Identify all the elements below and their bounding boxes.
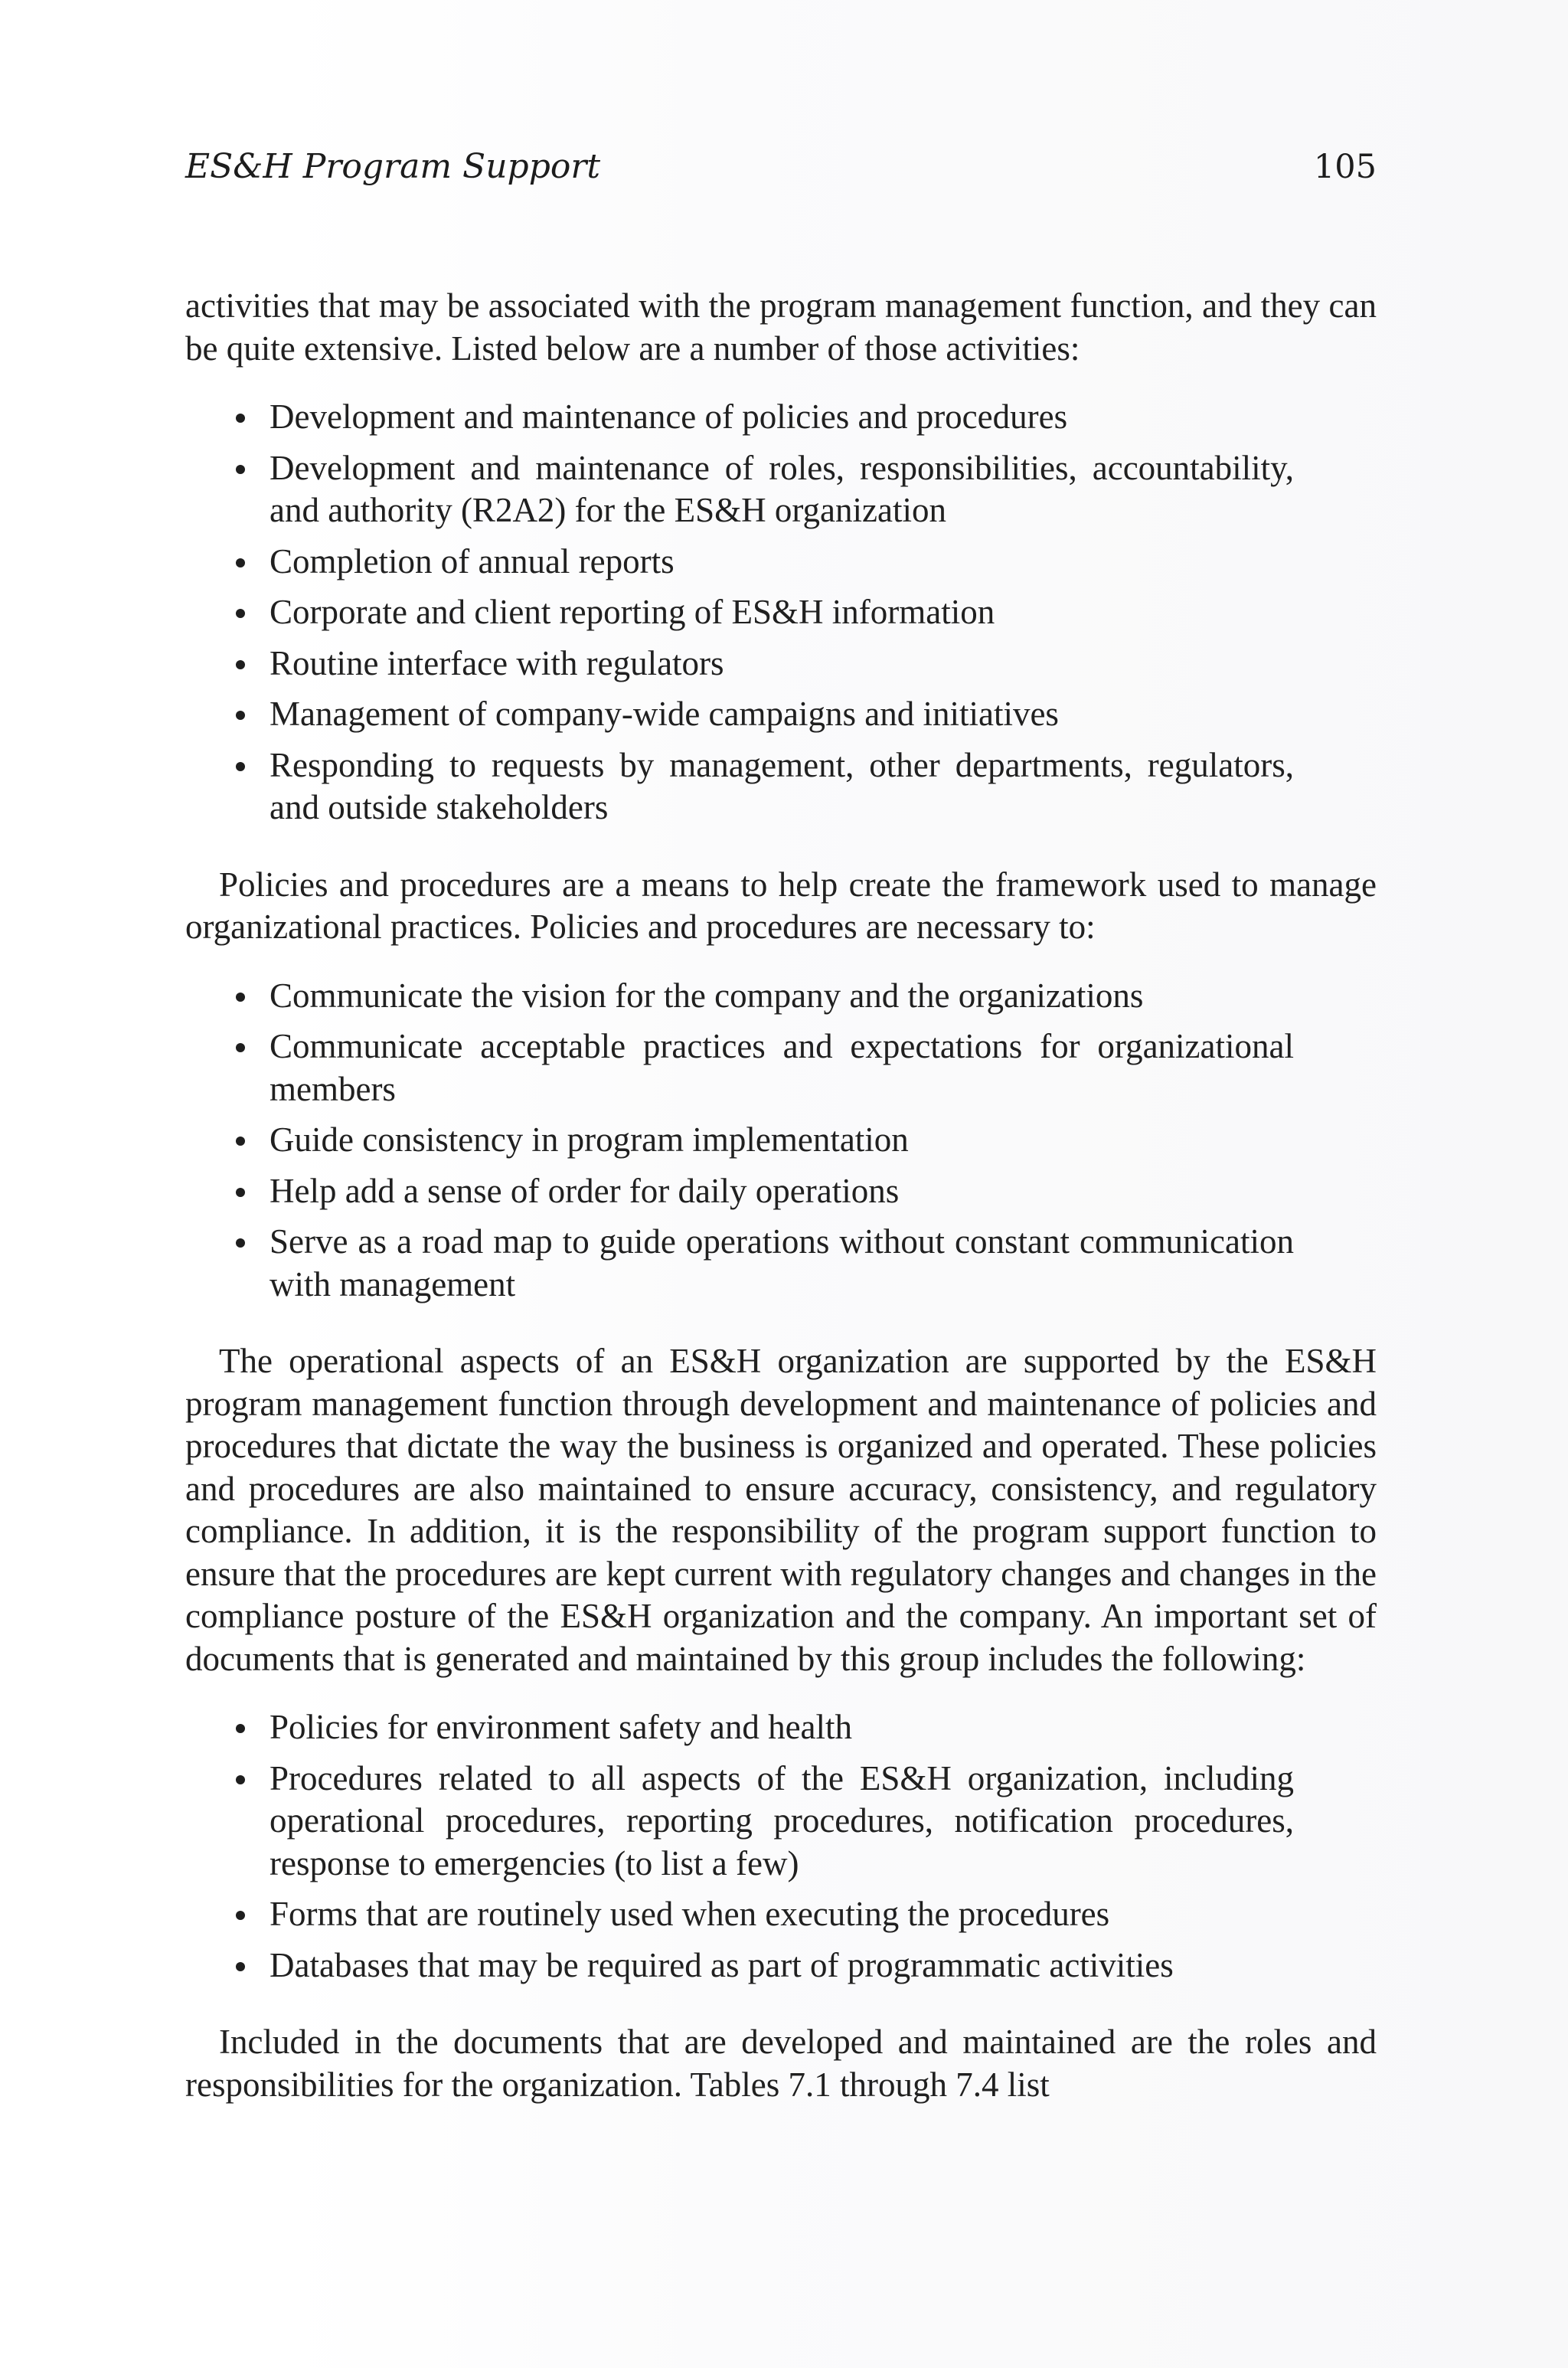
page-body [185,285,1377,2106]
list-item: Routine interface with regulators [185,643,1377,685]
list-item: Management of company-wide campaigns and initiatives [185,693,1377,736]
list-item: Databases that may be required as part of programmatic activities [185,1944,1377,1987]
list-item: Responding to requests by management, other departments, regulators, and outside stakeholders [185,744,1377,829]
paragraph-activities-intro: activities that may be associated with the program management function, and they can be quite extensive. Listed below are a number of those activities: [185,286,1377,368]
list-item: Forms that are routinely used when executing the procedures [185,1893,1377,1936]
list-item: Corporate and client reporting of ES&H information [185,591,1377,634]
list-item: Procedures related to all aspects of the ES&H organization, including operational procedures, reporting procedures, notification procedures, response to emergencies (to list a few) [185,1758,1377,1886]
list-item: Communicate the vision for the company and the organizations [185,975,1377,1018]
page-number: 105 [1313,148,1377,186]
list-item: Guide consistency in program implementation [185,1119,1377,1162]
documents-list [185,1706,1377,1987]
list-item: Help add a sense of order for daily operations [185,1170,1377,1213]
list-item: Communicate acceptable practices and expectations for organizational members [185,1025,1377,1110]
paragraph-operational-aspects: The operational aspects of an ES&H organization are supported by the ES&H program management function through development and maintenance of policies and procedures that dictate the way the business is organized and operated. These policies and procedures are also maintained to ensure accuracy, consistency, and regulatory compliance. In addition, it is the responsibility of the program support function to ensure that the procedures are kept current with regulatory changes and changes in the compliance posture of the ES&H organization and the company. An important set of documents that is generated and maintained by this group includes the following: [185,1342,1377,1678]
list-item: Completion of annual reports [185,541,1377,584]
paragraph-policies: Policies and procedures are a means to help create the framework used to manage organizational practices. Policies and procedures are necessary to: [185,865,1377,946]
activities-list [185,396,1377,829]
policy-purposes-list [185,975,1377,1307]
page-header [185,144,1377,190]
list-item: Development and maintenance of policies and procedures [185,396,1377,439]
paragraph-roles: Included in the documents that are developed and maintained are the roles and responsibilities for the organization. Tables 7.1 through 7.4 list [185,2023,1377,2104]
list-item: Development and maintenance of roles, responsibilities, accountability, and authority (R2A2) for the ES&H organization [185,447,1377,532]
list-item: Policies for environment safety and health [185,1706,1377,1749]
list-item: Serve as a road map to guide operations without constant communication with management [185,1221,1377,1306]
running-head: ES&H Program Support [185,147,601,186]
